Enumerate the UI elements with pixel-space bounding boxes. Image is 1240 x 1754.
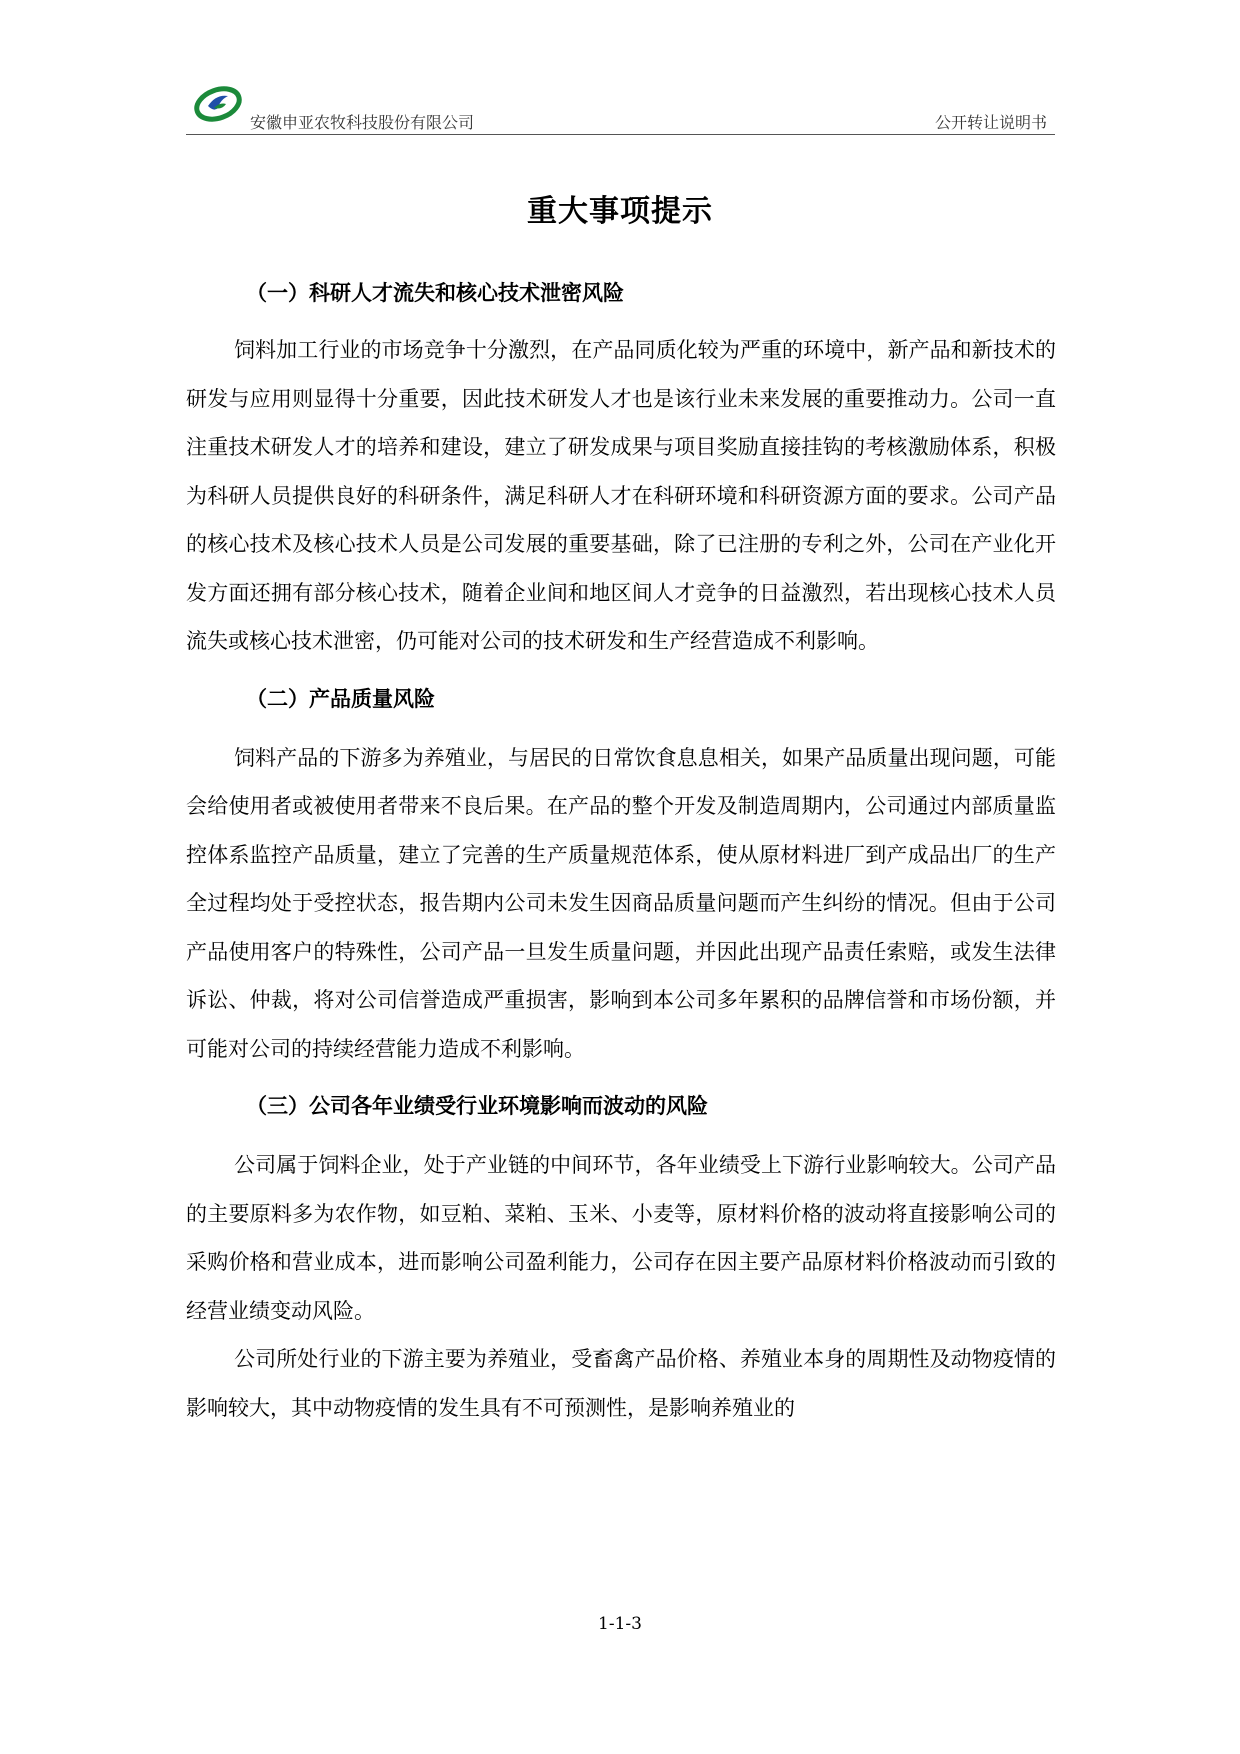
paragraph: 饲料产品的下游多为养殖业，与居民的日常饮食息息相关，如果产品质量出现问题，可能会给使用者或被使用者带来不良后果。在产品的整个开发及制造周期内，公司通过内部质量监控体系监控产品质量，建立了完善的生产质量规范体系，使从原材料进厂到产成品出厂的生产全过程均处于受控状态，报告期内公司未发生因商品质量问题而产生纠纷的情况。但由于公司产品使用客户的特殊性，公司产品一旦发生质量问题，并因此出现产品责任索赔，或发生法律诉讼、仲裁，将对公司信誉造成严重损害，影响到本公司多年累积的品牌信誉和市场份额，并可能对公司的持续经营能力造成不利影响。 — [186, 745, 1056, 1061]
paragraph: 公司属于饲料企业，处于产业链的中间环节，各年业绩受上下游行业影响较大。公司产品的主要原料多为农作物，如豆粕、菜粕、玉米、小麦等，原材料价格的波动将直接影响公司的采购价格和营业成本，进而影响公司盈利能力，公司存在因主要产品原材料价格波动而引致的经营业绩变动风险。 — [186, 1153, 1056, 1323]
section-heading: （一）科研人才流失和核心技术泄密风险 — [246, 281, 624, 305]
page-title: 重大事项提示 — [527, 194, 713, 229]
company-logo-icon — [194, 82, 246, 124]
paragraph: 公司所处行业的下游主要为养殖业，受畜禽产品价格、养殖业本身的周期性及动物疫情的影响较大，其中动物疫情的发生具有不可预测性，是影响养殖业的 — [186, 1347, 1056, 1420]
section-heading: （三）公司各年业绩受行业环境影响而波动的风险 — [246, 1094, 708, 1118]
document-type: 公开转让说明书 — [934, 113, 1047, 132]
page-number: 1-1-3 — [598, 1614, 642, 1634]
page-header — [186, 82, 1055, 135]
document-body — [186, 270, 1056, 1432]
company-name: 安徽申亚农牧科技股份有限公司 — [250, 113, 475, 132]
section-heading: （二）产品质量风险 — [246, 686, 435, 711]
paragraph: 饲料加工行业的市场竞争十分激烈，在产品同质化较为严重的环境中，新产品和新技术的研发与应用则显得十分重要，因此技术研发人才也是该行业未来发展的重要推动力。公司一直注重技术研发人才的培养和建设，建立了研发成果与项目奖励直接挂钩的考核激励体系，积极为科研人员提供良好的科研条件，满足科研人才在科研环境和科研资源方面的要求。公司产品的核心技术及核心技术人员是公司发展的重要基础，除了已注册的专利之外，公司在产业化开发方面还拥有部分核心技术，随着企业间和地区间人才竞争的日益激烈，若出现核心技术人员流失或核心技术泄密，仍可能对公司的技术研发和生产经营造成不利影响。 — [186, 338, 1056, 653]
